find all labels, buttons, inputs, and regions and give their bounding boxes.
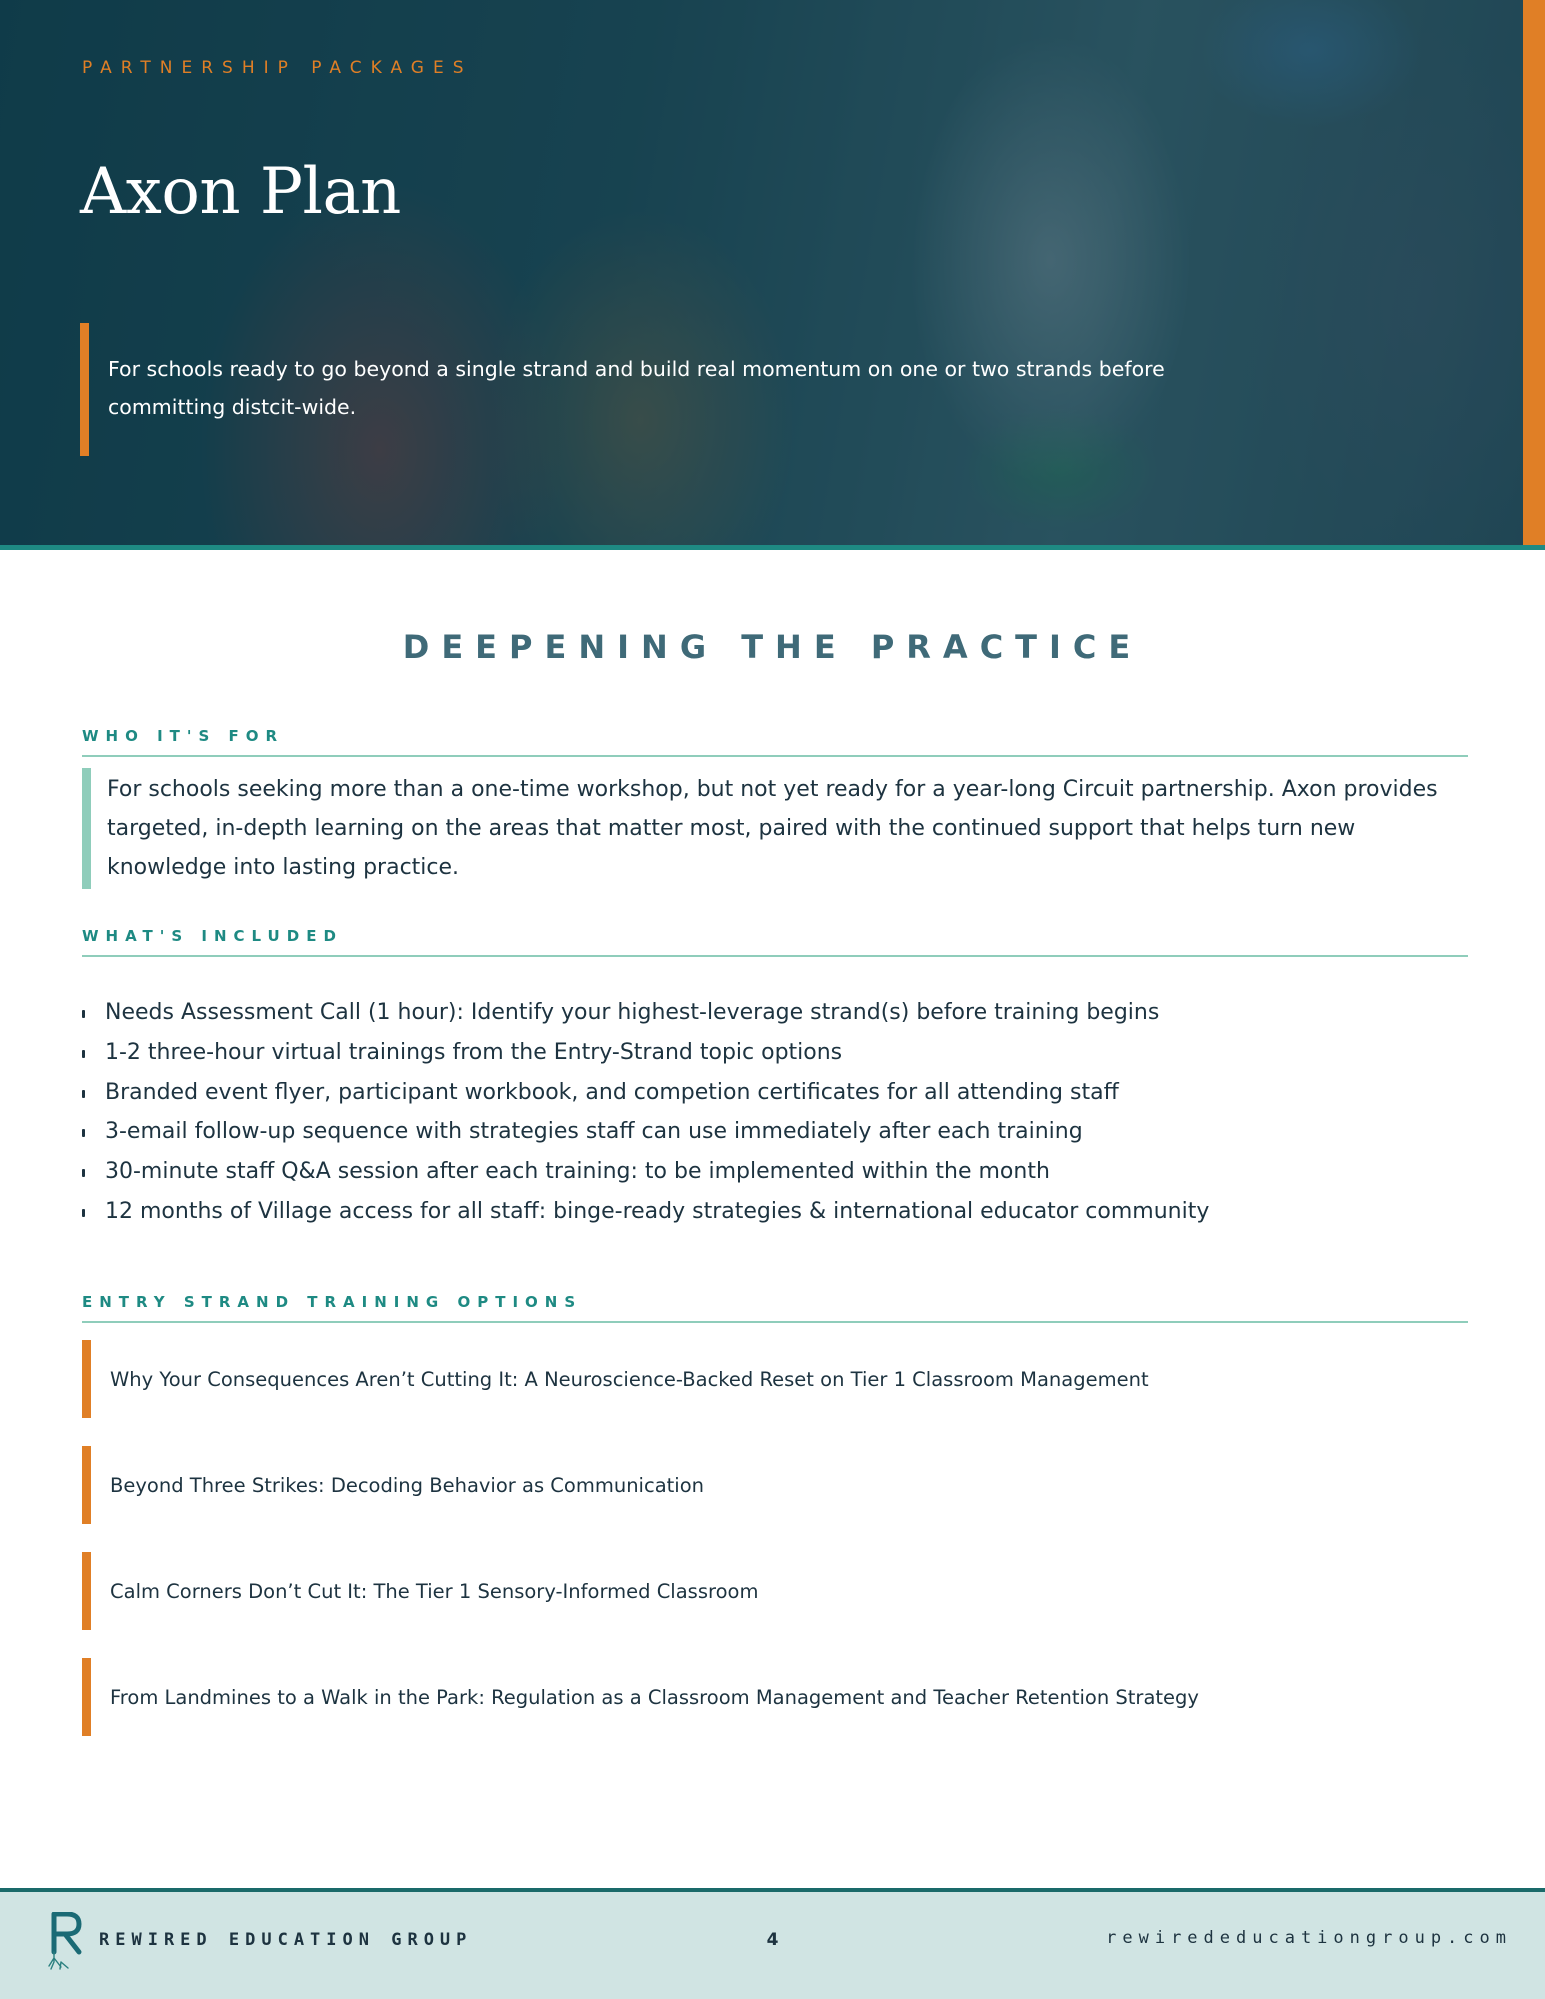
bullet-icon [82, 1050, 85, 1058]
section-title: DEEPENING THE PRACTICE [402, 628, 1143, 666]
training-option [82, 1340, 1468, 1418]
options-rule [82, 1321, 1468, 1323]
included-list [82, 993, 1209, 1232]
training-option [82, 1658, 1468, 1736]
training-option [82, 1446, 1468, 1524]
who-label: WHO IT'S FOR [82, 727, 285, 745]
hero-quote-text: For schools ready to go beyond a single strand and build real momentum on one or two strands before committing distcit-wide. [108, 357, 1165, 419]
training-option-title: Why Your Consequences Aren’t Cutting It: A Neuroscience-Backed Reset on Tier 1 Classroom Management [110, 1367, 1149, 1391]
training-option-title: Calm Corners Don’t Cut It: The Tier 1 Sensory-Informed Classroom [110, 1579, 759, 1603]
training-option [82, 1552, 1468, 1630]
hero-quote [80, 323, 1180, 456]
list-item: 12 months of Village access for all staff: binge-ready strategies & international educator community [82, 1192, 1209, 1232]
hero-eyebrow: PARTNERSHIP PACKAGES [82, 58, 473, 78]
list-item: Needs Assessment Call (1 hour): Identify your highest-leverage strand(s) before training begins [82, 993, 1209, 1033]
bullet-icon [82, 1090, 85, 1098]
list-item: 1-2 three-hour virtual trainings from the Entry-Strand topic options [82, 1033, 1209, 1073]
page-title: Axon Plan [80, 155, 401, 229]
list-item: 3-email follow-up sequence with strategies staff can use immediately after each training [82, 1112, 1209, 1152]
who-rule [82, 755, 1468, 757]
footer-url[interactable]: rewirededucationgroup.com [1106, 1928, 1512, 1948]
who-callout [82, 768, 1468, 889]
hero-accent-stripe [1523, 0, 1545, 545]
footer-brand: REWIRED EDUCATION GROUP [99, 1930, 473, 1950]
training-option-title: From Landmines to a Walk in the Park: Regulation as a Classroom Management and Teacher Retention Strategy [110, 1685, 1199, 1709]
footer [0, 1888, 1545, 1999]
bullet-icon [82, 1129, 85, 1137]
hero-photo-overlay [0, 0, 1545, 545]
included-label: WHAT'S INCLUDED [82, 927, 343, 945]
page-number: 4 [766, 1930, 779, 1950]
who-text: For schools seeking more than a one-time workshop, but not yet ready for a year-long Circuit partnership. Axon provides targeted, in-depth learning on the areas that matter most, paired with the continued support that helps turn new knowledge into lasting practice. [107, 777, 1438, 880]
included-rule [82, 955, 1468, 957]
bullet-icon [82, 1010, 85, 1018]
list-item: Branded event flyer, participant workbook, and competion certificates for all attending staff [82, 1073, 1209, 1113]
training-option-title: Beyond Three Strikes: Decoding Behavior as Communication [110, 1473, 704, 1497]
hero-banner [0, 0, 1545, 545]
hero-divider [0, 545, 1545, 550]
bullet-icon [82, 1209, 85, 1217]
list-item: 30-minute staff Q&A session after each training: to be implemented within the month [82, 1152, 1209, 1192]
options-label: ENTRY STRAND TRAINING OPTIONS [82, 1293, 583, 1311]
bullet-icon [82, 1169, 85, 1177]
